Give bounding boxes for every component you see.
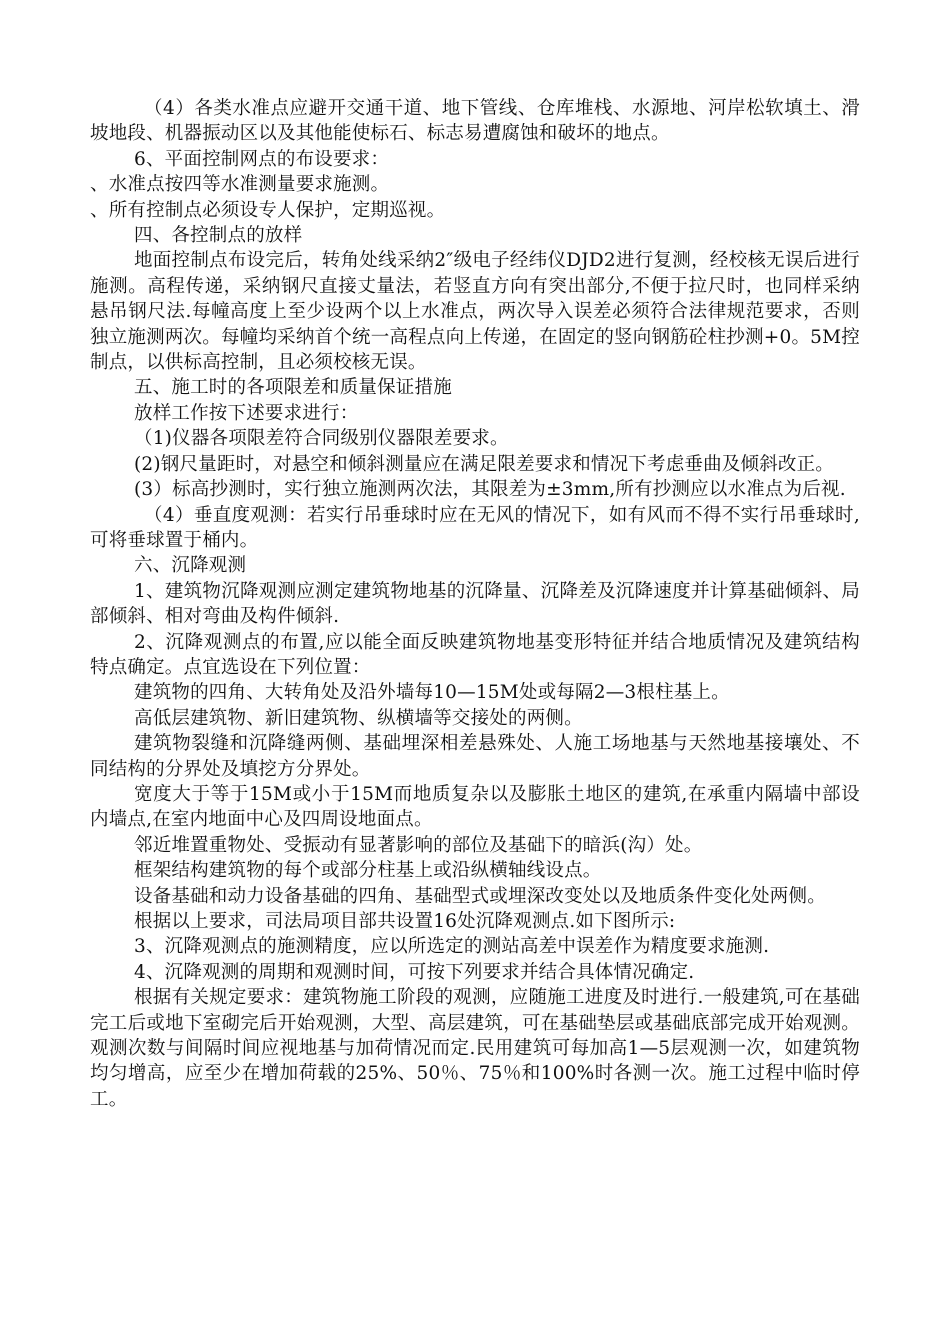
paragraph: 框架结构建筑物的每个或部分柱基上或沿纵横轴线设点。 <box>134 860 602 882</box>
section-heading: 五、施工时的各项限差和质量保证措施 <box>134 377 452 399</box>
paragraph: 1、建筑物沉降观测应测定建筑物地基的沉降量、沉降差及沉降速度并计算基础倾斜、局部倾斜、相对弯曲及构件倾斜. <box>90 580 860 628</box>
paragraph: 建筑物裂缝和沉降缝两侧、基础埋深相差悬殊处、人施工场地基与天然地基接壤处、不同结构的分界处及填挖方分界处。 <box>90 733 860 780</box>
paragraph: 、所有控制点必须设专人保护，定期巡视。 <box>90 199 446 221</box>
paragraph: 建筑物的四角、大转角处及沿外墙每10—15M处或每隔2—3根柱基上。 <box>134 682 730 704</box>
paragraph: （1)仪器各项限差符合同级别仪器限差要求。 <box>134 428 509 450</box>
paragraph: （4）各类水准点应避开交通干道、地下管线、仓库堆栈、水源地、河岸松软填土、滑坡地段、机器振动区以及其他能使标石、标志易遭腐蚀和破坏的地点。 <box>90 98 860 145</box>
paragraph: （4）垂直度观测：若实行吊垂球时应在无风的情况下，如有风而不得不实行吊垂球时,可将垂球置于桶内。 <box>90 504 860 551</box>
document-body <box>90 96 860 1112</box>
paragraph: 地面控制点布设完后，转角处线采纳2″级电子经纬仪DJD2进行复测，经校核无误后进行施测。高程传递，采纳钢尺直接丈量法，若竖直方向有突出部分,不便于拉尺时，也同样采纳悬吊钢尺法.每幢高度上至少设两个以上水准点，两次导入误差必须符合法律规范要求，否则独立施测两次。每幢均采纳首个统一高程点向上传递，在固定的竖向钢筋砼柱抄测+0。5M控制点，以供标高控制，且必须校核无误。 <box>90 250 860 374</box>
paragraph: 4、沉降观测的周期和观测时间，可按下列要求并结合具体情况确定. <box>134 961 695 983</box>
paragraph: 根据有关规定要求：建筑物施工阶段的观测，应随施工进度及时进行.一般建筑,可在基础完工后或地下室砌完后开始观测，大型、高层建筑，可在基础垫层或基础底部完成开始观测。观测次数与间隔时间应视地基与加荷情况而定.民用建筑可每加高1—5层观测一次，如建筑物均匀增高，应至少在增加荷载的25%、50％、75％和100%时各测一次。施工过程中临时停工。 <box>90 987 860 1110</box>
paragraph: 高低层建筑物、新旧建筑物、纵横墙等交接处的两侧。 <box>134 707 583 729</box>
section-heading: 四、各控制点的放样 <box>134 225 303 247</box>
paragraph: 宽度大于等于15M或小于15M而地质复杂以及膨胀土地区的建筑,在承重内隔墙中部设内墙点,在室内地面中心及四周设地面点。 <box>90 783 860 831</box>
paragraph: (3）标高抄测时，实行独立施测两次法，其限差为±3mm,所有抄测应以水准点为后视. <box>134 479 846 501</box>
paragraph: (2)钢尺量距时，对悬空和倾斜测量应在满足限差要求和情况下考虑垂曲及倾斜改正。 <box>134 453 835 475</box>
paragraph: 3、沉降观测点的施测精度，应以所选定的测站高差中误差作为精度要求施测. <box>134 936 770 958</box>
paragraph: 放样工作按下述要求进行： <box>134 402 359 424</box>
paragraph: 邻近堆置重物处、受振动有显著影响的部位及基础下的暗浜(沟）处。 <box>134 834 703 856</box>
paragraph: 设备基础和动力设备基础的四角、基础型式或埋深改变处以及地质条件变化处两侧。 <box>134 885 826 907</box>
paragraph: 6、平面控制网点的布设要求： <box>134 148 390 170</box>
paragraph: 根据以上要求，司法局项目部共设置16处沉降观测点.如下图所示: <box>134 911 676 932</box>
section-heading: 六、沉降观测 <box>134 555 247 577</box>
paragraph: 2、沉降观测点的布置,应以能全面反映建筑物地基变形特征并结合地质情况及建筑结构特点确定。点宜选设在下列位置： <box>90 631 860 678</box>
paragraph: 、水准点按四等水准测量要求施测。 <box>90 174 390 196</box>
